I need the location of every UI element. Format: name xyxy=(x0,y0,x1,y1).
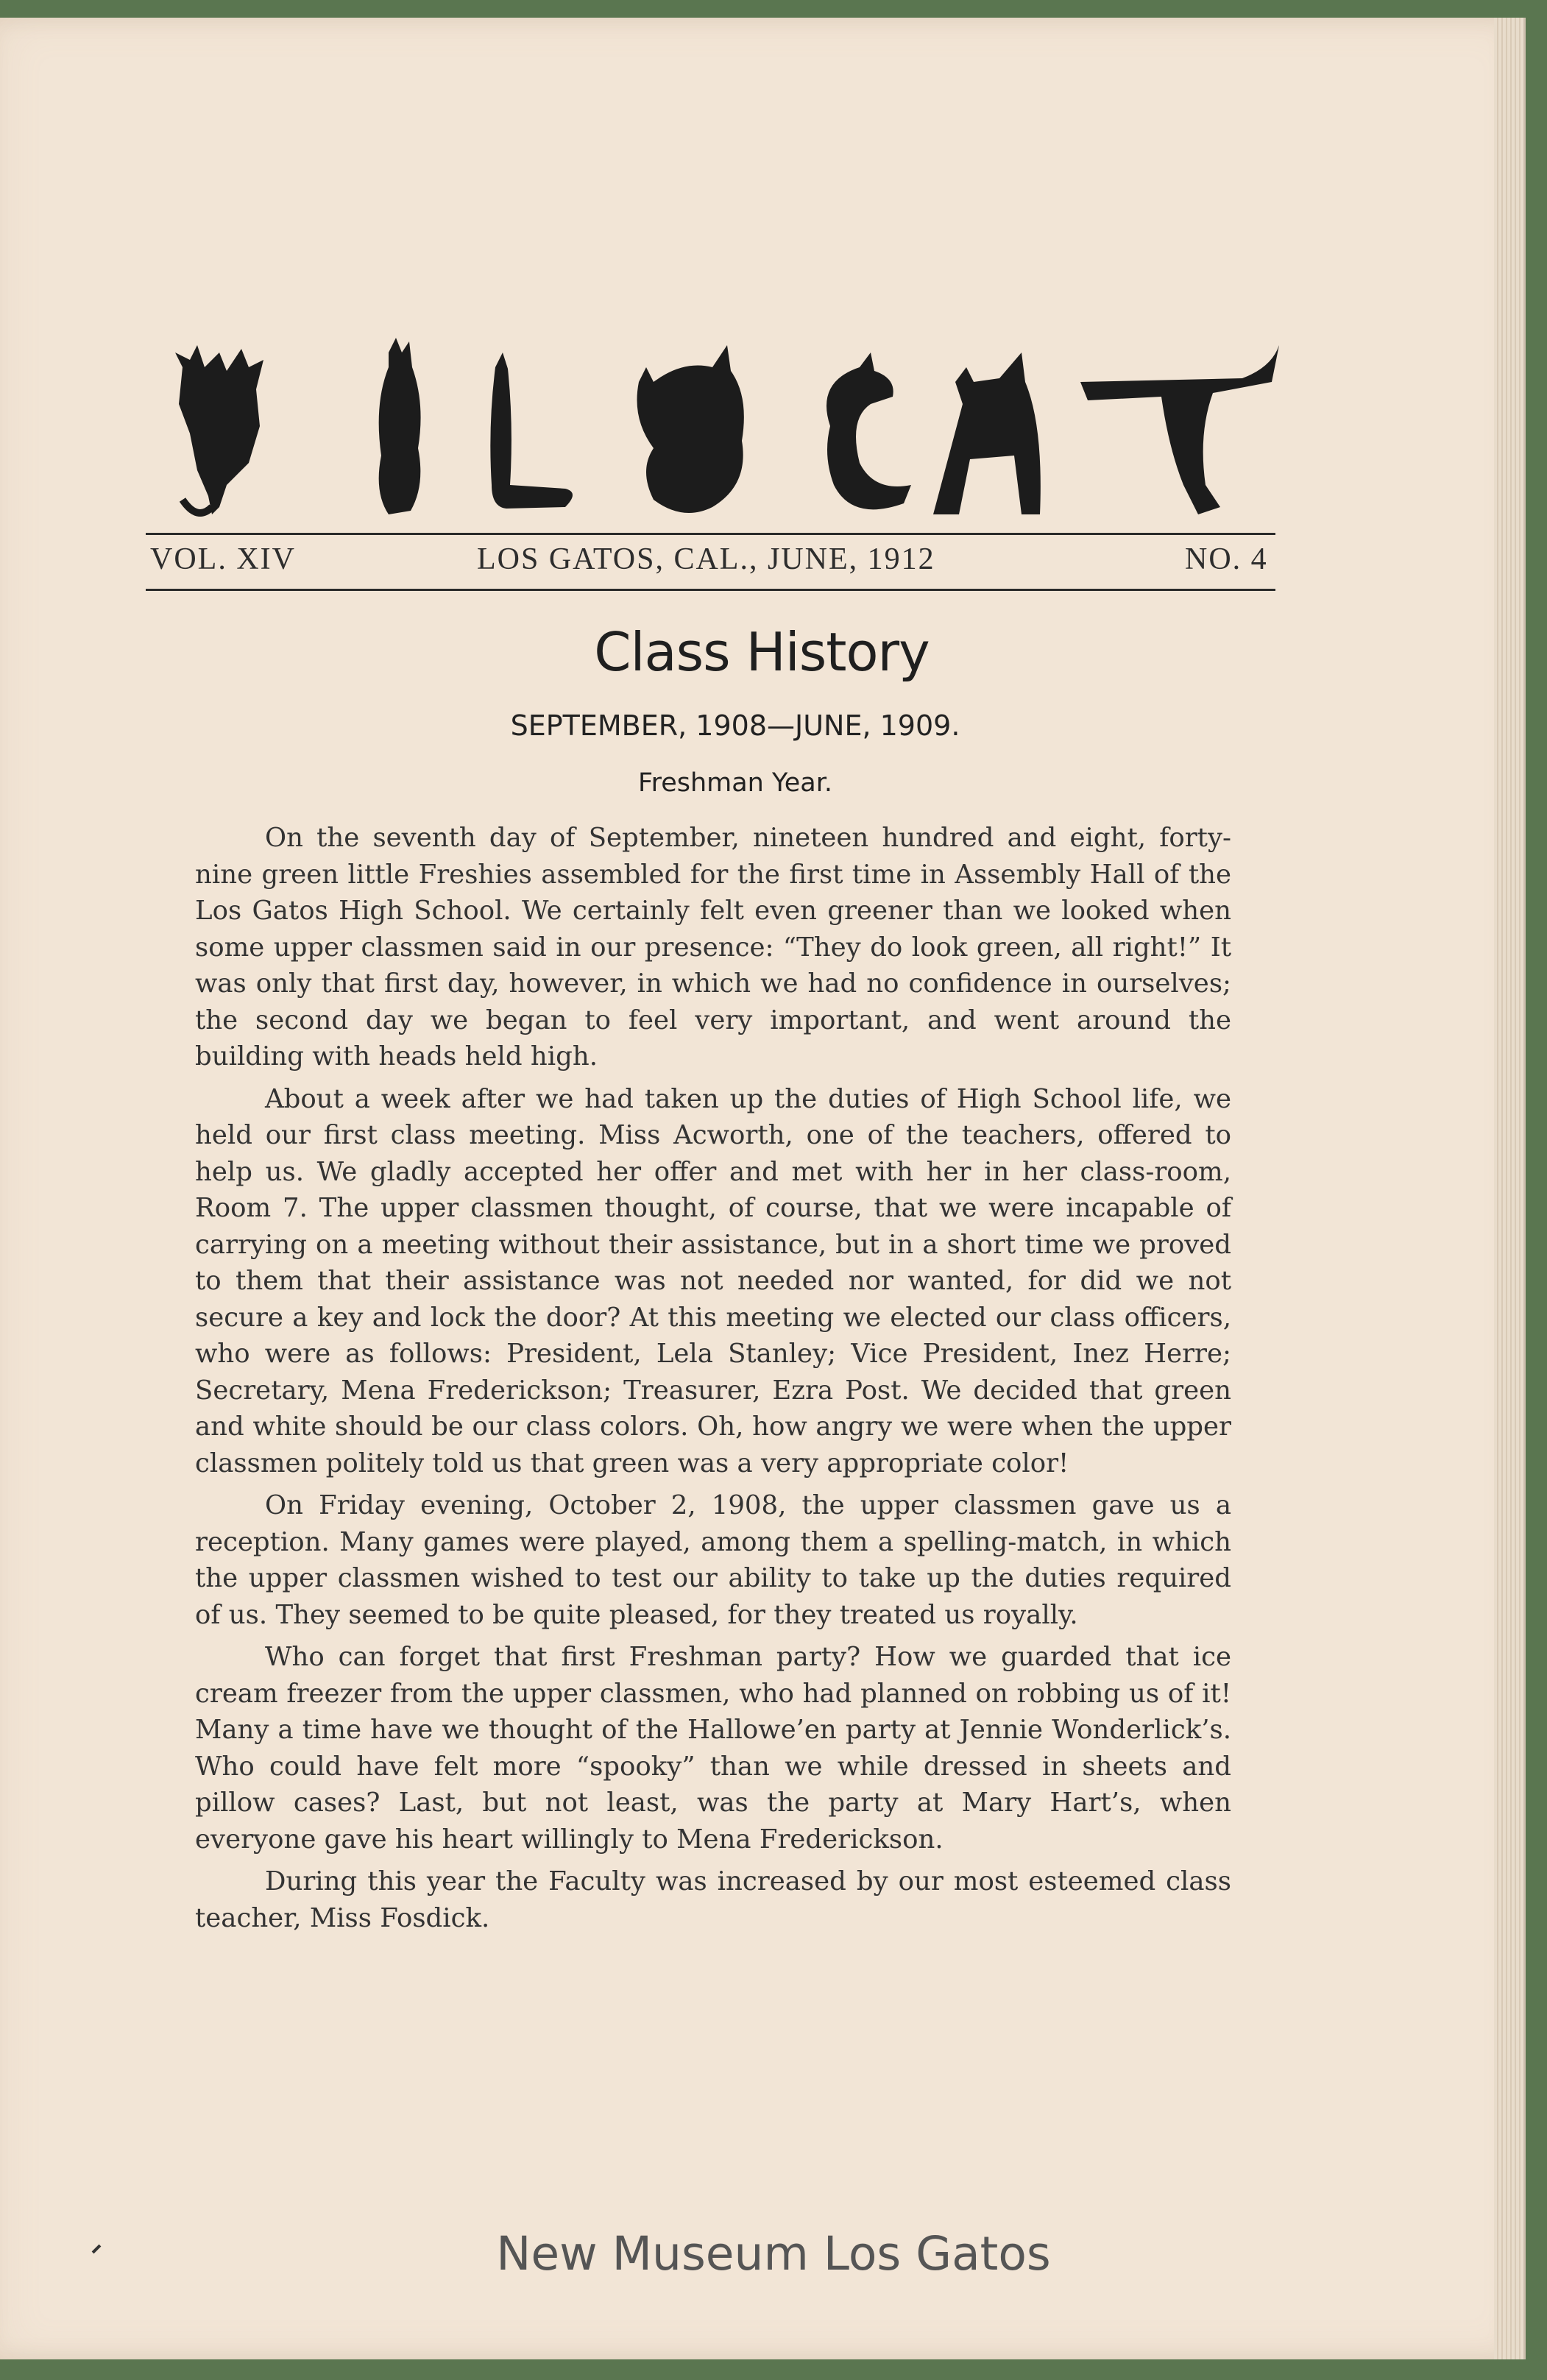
volume-label: VOL. XIV xyxy=(150,542,296,576)
masthead-rule-top xyxy=(146,533,1275,535)
place-date-label: LOS GATOS, CAL., JUNE, 1912 xyxy=(477,542,935,576)
wild-cat-masthead-logo xyxy=(168,338,1279,529)
article-title: Class History xyxy=(594,621,930,683)
museum-watermark: New Museum Los Gatos xyxy=(496,2227,1051,2281)
issue-number-label: NO. 4 xyxy=(1185,542,1268,576)
masthead-rule-bottom xyxy=(146,589,1275,591)
paragraph: On the seventh day of September, nineteen hundred and eight, forty-nine green little Freshies assembled for the first time in Assembly Hall of the Los Gatos High School. We certainly felt even greener than we looked when some upper classmen said in our presence: “They do look green, all right!” It was only that first day, however, in which we had no confidence in ourselves; the second day we began to feel very important, and went around the building with heads held high. xyxy=(195,823,1231,1072)
magazine-page xyxy=(0,18,1526,2359)
paragraph: About a week after we had taken up the duties of High School life, we held our first class meeting. Miss Acworth, one of the teachers, offered to help us. We gladly accepted her offer and met with her in her class-room, Room 7. The upper classmen thought, of course, that we were incapable of carrying on a meeting without their assistance, but in a short time we proved to them that their assistance was not needed nor wanted, for did we not secure a key and lock the door? At this meeting we elected our class officers, who were as follows: President, Lela Stanley; Vice President, Inez Herre; Secretary, Mena Frederickson; Treasurer, Ezra Post. We decided that green and white should be our class colors. Oh, how angry we were when the upper classmen politely told us that green was a very appropriate color! xyxy=(195,1083,1231,1478)
article-body xyxy=(195,820,1231,1942)
paragraph: Who can forget that first Freshman party? How we guarded that ice cream freezer from the upper classmen, who had planned on robbing us of it! Many a time have we thought of the Hallowe’en party at Jennie Wonderlick’s. Who could have felt more “spooky” than we while dressed in sheets and pillow cases? Last, but not least, was the party at Mary Hart’s, when everyone gave his heart willingly to Mena Frederickson. xyxy=(195,1642,1231,1855)
paragraph: On Friday evening, October 2, 1908, the upper classmen gave us a reception. Many games were played, among them a spelling-match, in which the upper classmen wished to test our ability to take up the duties required of us. They seemed to be quite pleased, for they treated us royally. xyxy=(195,1490,1231,1630)
page-edge xyxy=(1494,18,1523,2359)
section-heading: Freshman Year. xyxy=(637,768,833,798)
paragraph: During this year the Faculty was increased by our most esteemed class teacher, Miss Fosdick. xyxy=(195,1866,1231,1933)
article-dates: SEPTEMBER, 1908—JUNE, 1909. xyxy=(510,709,960,742)
